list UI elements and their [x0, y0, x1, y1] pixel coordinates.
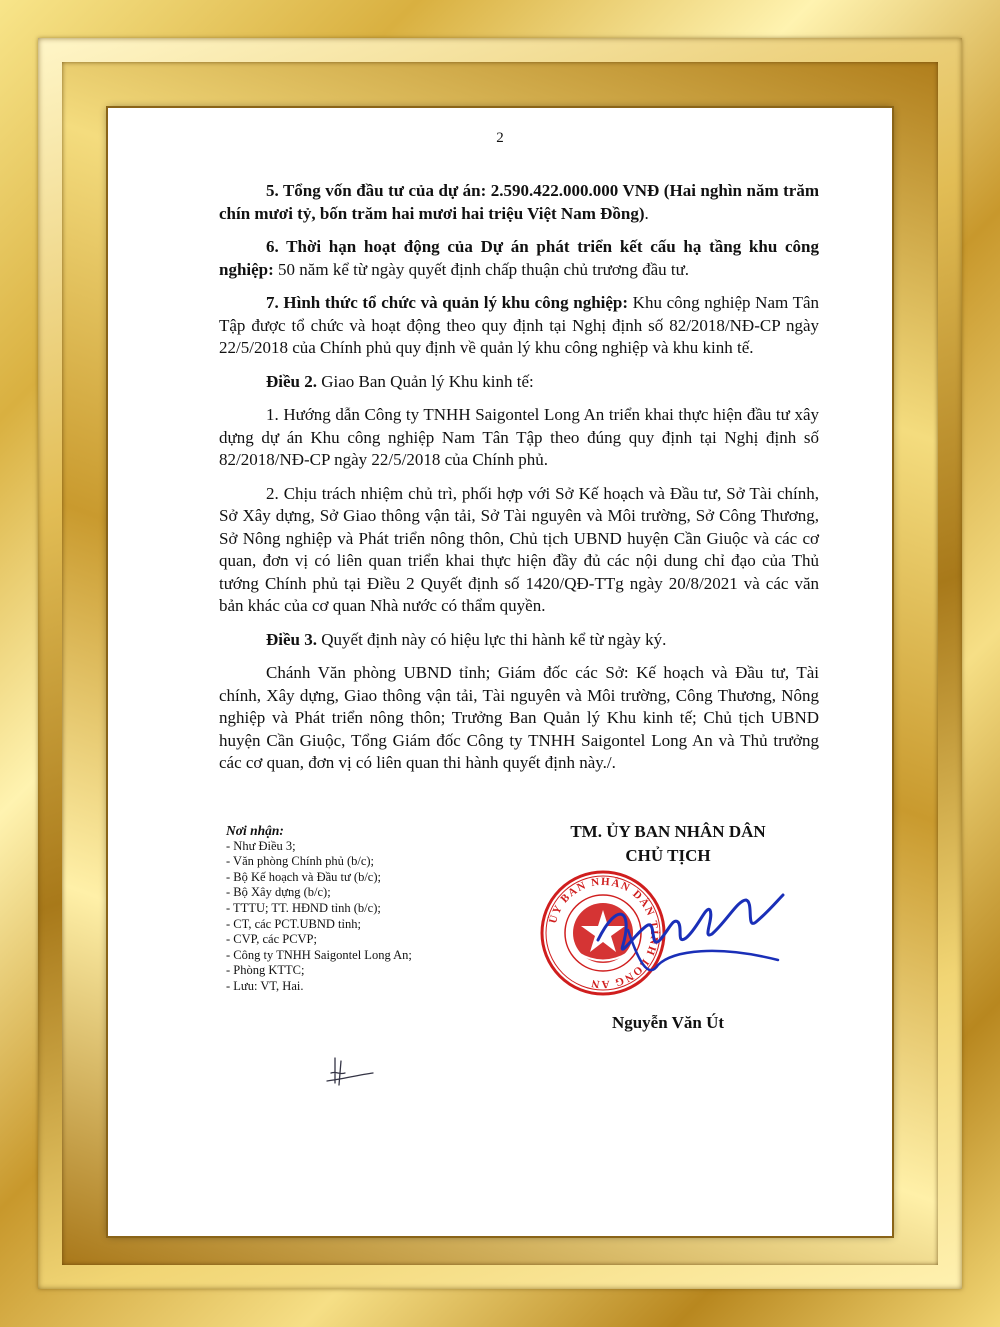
signing-org: TM. ỦY BAN NHÂN DÂN	[570, 822, 766, 841]
recipient-item: - TTTU; TT. HĐND tỉnh (b/c);	[226, 900, 381, 915]
seal-text: ỦY BAN NHÂN DÂN TỈNH LONG AN	[546, 875, 661, 991]
recipients-block	[226, 823, 486, 995]
item-6	[219, 236, 819, 281]
document-page	[108, 108, 892, 1236]
recipients-list	[226, 839, 486, 995]
item-5	[219, 180, 819, 225]
recipient-item: - Lưu: VT, Hai.	[226, 978, 304, 993]
signer-name: Nguyễn Văn Út	[611, 1013, 725, 1032]
article-3-text: Quyết định này có hiệu lực thi hành kể từ ngày ký.	[317, 629, 667, 649]
recipient-item: - Bộ Xây dựng (b/c);	[226, 885, 331, 900]
item-6-heading: 6. Thời hạn hoạt động của Dự án phát triển kết cấu hạ tầng khu công nghiệp:	[219, 237, 819, 279]
article-2-clause-1: 1. Hướng dẫn Công ty TNHH Saigontel Long An triển khai thực hiện đầu tư xây dựng dự án Khu công nghiệp Nam Tân Tập theo đúng quy định tại Nghị định số 82/2018/NĐ-CP ngày 22/5/2018 của Chính phủ.	[219, 405, 819, 469]
article-2-text: Giao Ban Quản lý Khu kinh tế:	[317, 371, 534, 391]
article-2-heading: Điều 2.	[266, 371, 317, 391]
recipient-item: - Văn phòng Chính phủ (b/c);	[226, 854, 375, 869]
decision-body	[219, 180, 819, 786]
signing-role: CHỦ TỊCH	[625, 846, 711, 865]
article-2	[219, 371, 819, 394]
item-7-heading: 7. Hình thức tổ chức và quản lý khu công nghiệp:	[266, 293, 629, 312]
initials-mark-icon	[323, 1053, 378, 1088]
recipient-item: - Công ty TNHH Saigontel Long An;	[226, 947, 412, 962]
item-5-heading: 5. Tổng vốn đầu tư của dự án: 2.590.422.000.000 VNĐ (Hai nghìn năm trăm chín mươi tỷ, bốn trăm hai mươi hai triệu Việt Nam Đồng)	[219, 181, 819, 223]
page-number: 2	[496, 130, 504, 146]
closing-paragraph: Chánh Văn phòng UBND tỉnh; Giám đốc các Sở: Kế hoạch và Đầu tư, Tài chính, Xây dựng, Giao thông vận tải, Tài nguyên và Môi trường, Công Thương, Nông nghiệp và Phát triển nông thôn; Trưởng Ban Quản lý Khu kinh tế; Chủ tịch UBND huyện Cần Giuộc, Tổng Giám đốc Công ty TNHH Saigontel Long An và Thủ trưởng các cơ quan, đơn vị có liên quan thi hành quyết định này./.	[219, 663, 819, 772]
article-3	[219, 629, 819, 652]
article-3-heading: Điều 3.	[266, 629, 317, 649]
recipient-item: - Phòng KTTC;	[226, 963, 305, 978]
recipient-item: - CVP, các PCVP;	[226, 932, 317, 947]
item-7-text: Khu công nghiệp Nam Tân Tập được tổ chức và hoạt động theo quy định tại Nghị định số 82/2018/NĐ-CP ngày 22/5/2018 của Chính phủ quy định về quản lý khu công nghiệp và khu kinh tế.	[219, 293, 819, 357]
recipient-item: - CT, các PCT.UBND tỉnh;	[226, 916, 361, 931]
recipients-title: Nơi nhận:	[226, 823, 284, 838]
handwritten-signature-icon	[578, 870, 788, 990]
item-5-end: .	[644, 203, 649, 223]
signature-heading	[508, 820, 828, 868]
recipient-item: - Bộ Kế hoạch và Đầu tư (b/c);	[226, 869, 381, 884]
item-7	[219, 292, 819, 360]
recipient-item: - Như Điều 3;	[226, 838, 296, 853]
item-6-text: 50 năm kể từ ngày quyết định chấp thuận chủ trương đầu tư.	[273, 259, 690, 279]
article-2-clause-2: 2. Chịu trách nhiệm chủ trì, phối hợp với Sở Kế hoạch và Đầu tư, Sở Tài chính, Sở Xây dựng, Sở Giao thông vận tải, Sở Tài nguyên và Môi trường, Sở Công Thương, Sở Nông nghiệp và Phát triển nông thôn, Chủ tịch UBND huyện Cần Giuộc và các cơ quan, đơn vị có liên quan triển khai thực hiện đầy đủ các nội dung chỉ đạo của Thủ tướng Chính phủ tại Điều 2 Quyết định số 1420/QĐ-TTg ngày 20/8/2021 và các văn bản khác của cơ quan Nhà nước có thẩm quyền.	[219, 483, 819, 615]
